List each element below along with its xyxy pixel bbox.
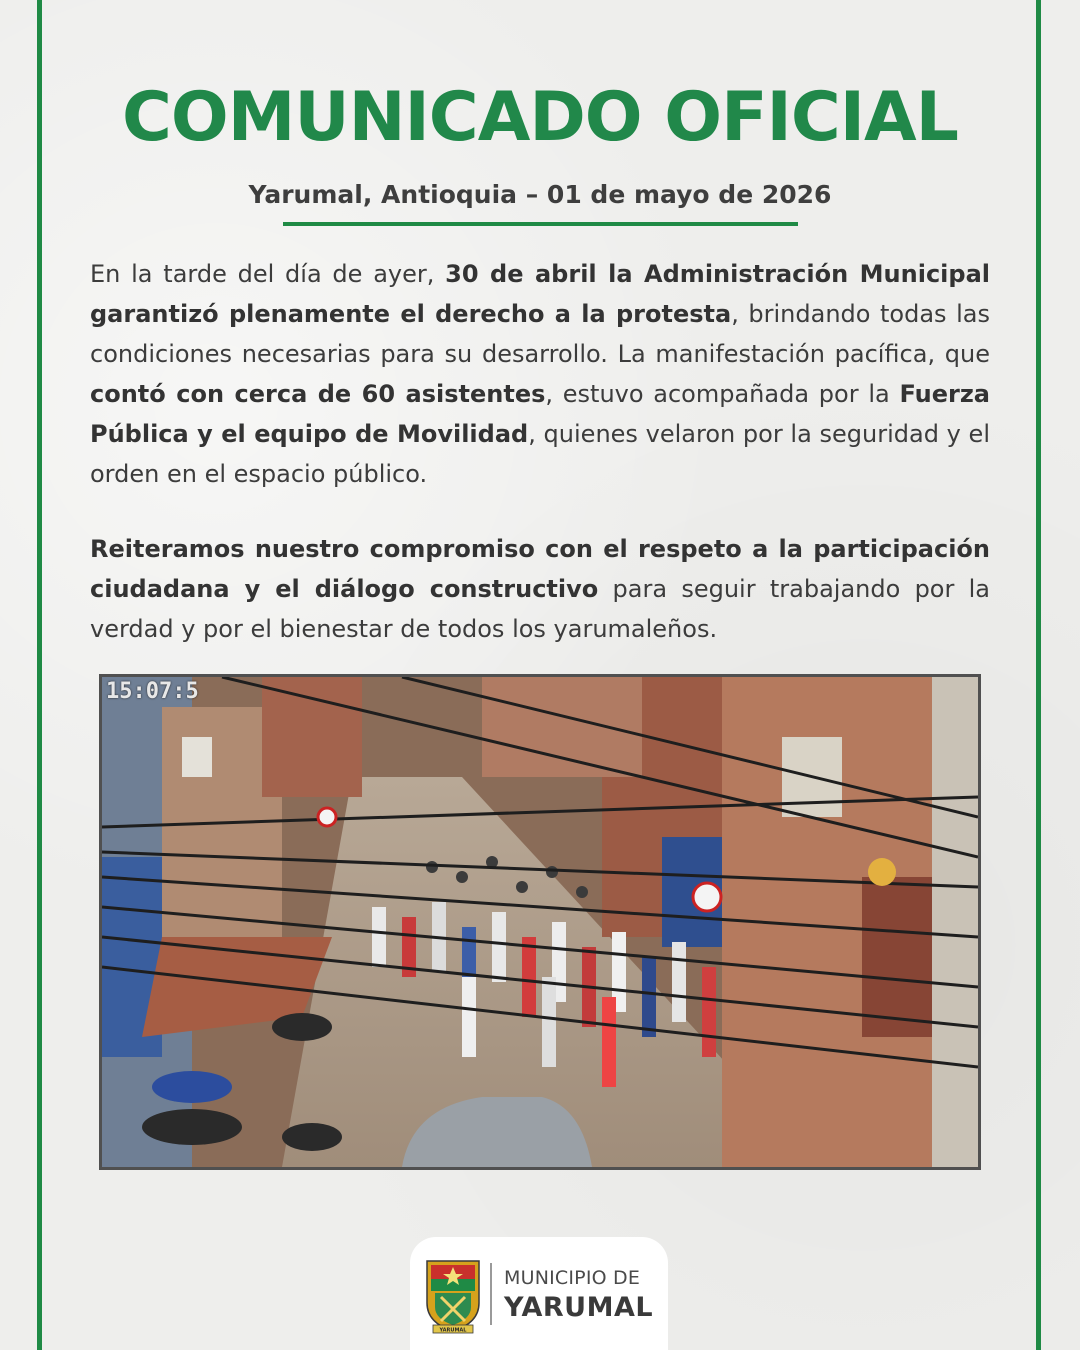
dateline: Yarumal, Antioquia – 01 de mayo de 2026 bbox=[248, 180, 832, 209]
logo-text-line2: YARUMAL bbox=[504, 1292, 654, 1323]
p1-text-1: En la tarde del día de ayer, bbox=[90, 260, 446, 288]
street-scene-illustration bbox=[102, 677, 978, 1167]
p1-bold-3: Fuerza Pública y el equipo de Movilidad bbox=[90, 380, 990, 448]
p1-bold-2: contó con cerca de 60 asistentes bbox=[90, 380, 546, 408]
camera-timestamp: 15:07:5 bbox=[106, 679, 199, 704]
page-title: COMUNICADO OFICIAL bbox=[122, 78, 958, 157]
logo-text-line1: MUNICIPIO DE bbox=[504, 1267, 641, 1289]
municipality-logo-card bbox=[410, 1237, 668, 1350]
protest-street-photo bbox=[99, 674, 981, 1170]
paragraph-1 bbox=[90, 254, 990, 494]
paragraph-2 bbox=[90, 529, 990, 649]
p2-text-1: para seguir trabajando por la verdad y por el bienestar de todos los yarumaleños. bbox=[90, 575, 991, 643]
p1-bold-1: 30 de abril la Administración Municipal garantizó plenamente el derecho a la protesta bbox=[90, 260, 991, 328]
coat-of-arms-icon bbox=[425, 1257, 481, 1335]
title-underline bbox=[283, 222, 798, 226]
p1-text-4: , quienes velaron por la seguridad y el orden en el espacio público. bbox=[90, 420, 990, 488]
shield-ribbon-text: YARUMAL bbox=[439, 1327, 467, 1334]
p1-text-3: , estuvo acompañada por la bbox=[545, 380, 900, 408]
logo-divider bbox=[490, 1263, 492, 1325]
p2-bold-1: Reiteramos nuestro compromiso con el respeto a la participación ciudadana y el diálogo constructivo bbox=[90, 535, 990, 603]
p1-text-2: , brindando todas las condiciones necesarias para su desarrollo. La manifestación pacífica, que bbox=[90, 300, 990, 368]
